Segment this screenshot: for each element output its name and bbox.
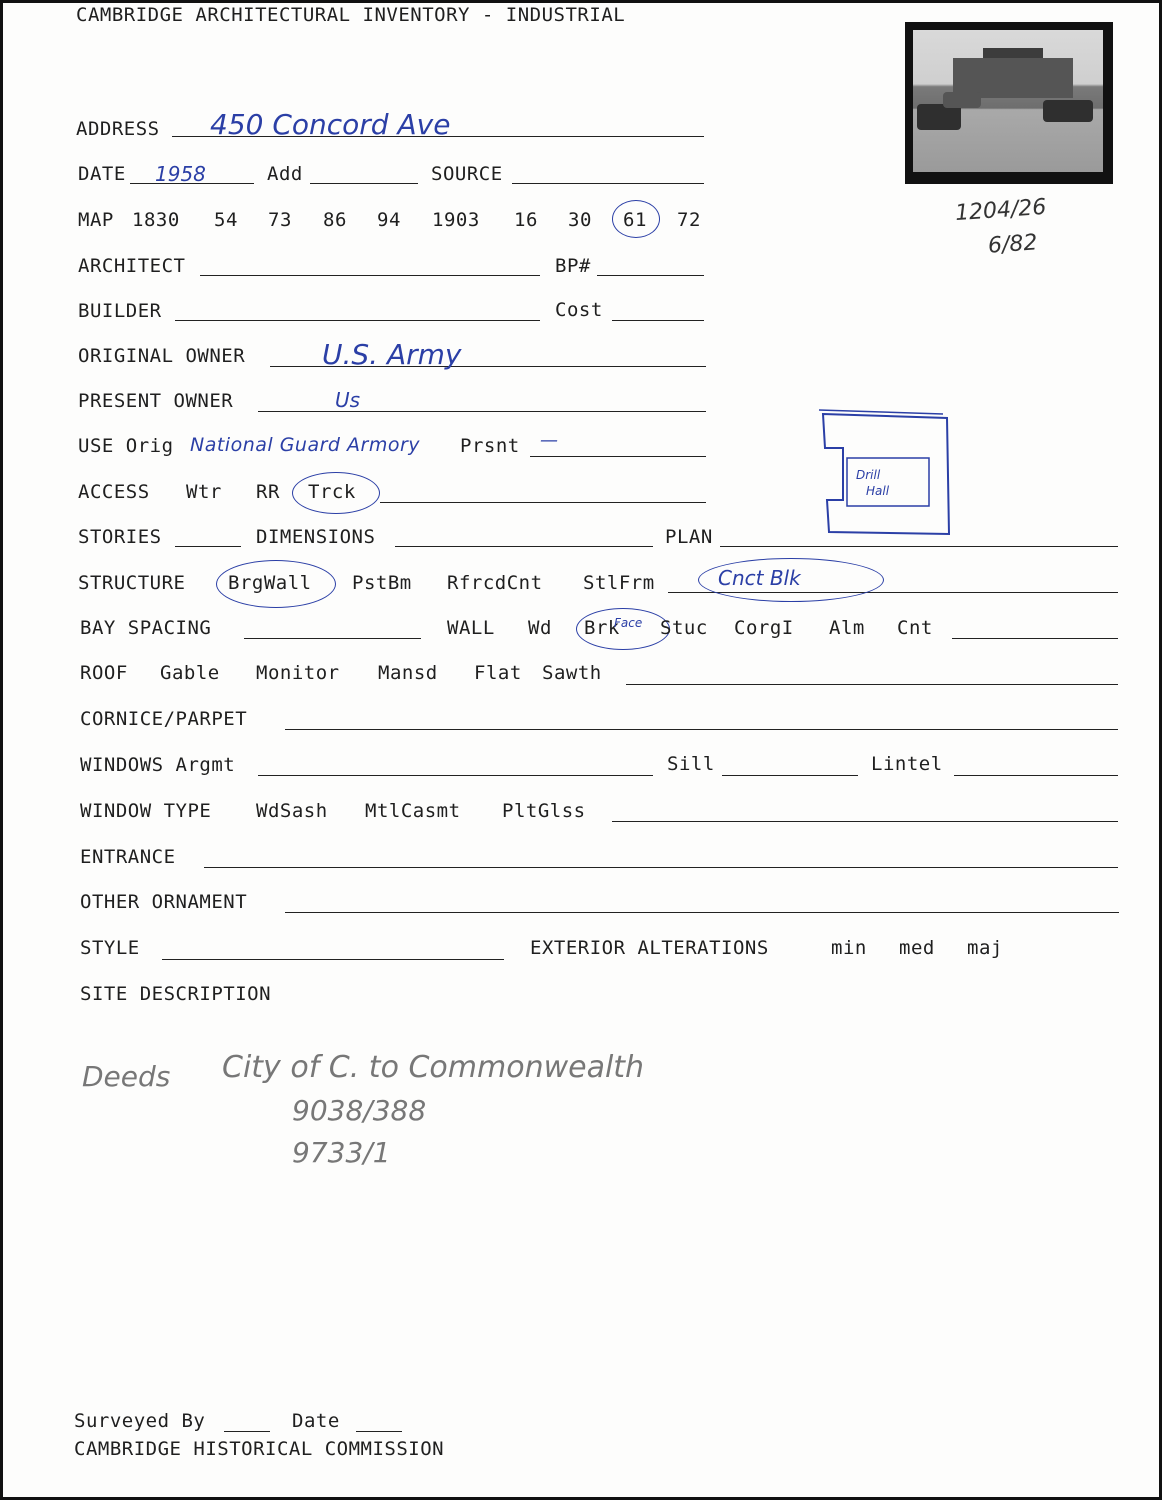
map-label: MAP <box>78 209 114 231</box>
map-year-54: 54 <box>214 209 238 231</box>
windows-label: WINDOWS Argmt <box>80 754 236 776</box>
structure-value: Cnct Blk <box>718 566 801 590</box>
use-present-value: — <box>540 430 558 451</box>
roof-line[interactable] <box>626 684 1118 685</box>
map-61-circle <box>612 200 660 238</box>
original-owner-label: ORIGINAL OWNER <box>78 345 246 367</box>
roof-mansd: Mansd <box>378 662 438 684</box>
map-year-86: 86 <box>323 209 347 231</box>
form-title: CAMBRIDGE ARCHITECTURAL INVENTORY - INDUSTRIAL <box>76 4 626 26</box>
entrance-line[interactable] <box>204 867 1118 868</box>
structure-label: STRUCTURE <box>78 572 186 594</box>
stories-label: STORIES <box>78 526 162 548</box>
cost-label: Cost <box>555 299 603 321</box>
deeds-line-3: 9733/1 <box>292 1136 391 1169</box>
original-owner-value: U.S. Army <box>322 338 462 371</box>
surveyed-by-label: Surveyed By <box>74 1410 206 1432</box>
bp-line[interactable] <box>597 275 704 276</box>
structure-rfrcdcnt: RfrcdCnt <box>447 572 543 594</box>
cost-line[interactable] <box>612 320 704 321</box>
access-wtr: Wtr <box>186 481 222 503</box>
lintel-label: Lintel <box>871 753 943 775</box>
wall-label: WALL <box>447 617 495 639</box>
wall-stuc: Stuc <box>660 617 708 639</box>
roof-sawth: Sawth <box>542 662 602 684</box>
dimensions-label: DIMENSIONS <box>256 526 376 548</box>
sill-label: Sill <box>667 753 715 775</box>
date-label: DATE <box>78 163 126 185</box>
window-type-pltglss: PltGlss <box>502 800 586 822</box>
wall-cnt: Cnt <box>897 617 933 639</box>
use-label: USE Orig <box>78 435 174 457</box>
window-type-label: WINDOW TYPE <box>80 800 212 822</box>
survey-date-line[interactable] <box>356 1431 402 1432</box>
window-type-wdsash: WdSash <box>256 800 328 822</box>
deeds-line-1: City of C. to Commonwealth <box>222 1050 645 1085</box>
map-year-61: 61 <box>623 209 647 231</box>
cornice-label: CORNICE/PARPET <box>80 708 248 730</box>
plan-sketch-label-2: Hall <box>866 484 890 498</box>
map-year-72: 72 <box>677 209 701 231</box>
surveyed-by-line[interactable] <box>224 1431 270 1432</box>
map-year-1830: 1830 <box>132 209 180 231</box>
window-type-mtlcasmt: MtlCasmt <box>365 800 461 822</box>
structure-brgwall-circle <box>216 560 336 608</box>
dimensions-line[interactable] <box>395 546 653 547</box>
window-type-line[interactable] <box>612 821 1118 822</box>
builder-line[interactable] <box>175 320 540 321</box>
map-year-16: 16 <box>514 209 538 231</box>
use-present-line[interactable] <box>530 456 706 457</box>
commission-name: CAMBRIDGE HISTORICAL COMMISSION <box>74 1438 445 1460</box>
map-year-73: 73 <box>268 209 292 231</box>
style-line[interactable] <box>162 959 504 960</box>
cornice-line[interactable] <box>285 729 1118 730</box>
access-trck: Trck <box>308 481 356 503</box>
stories-line[interactable] <box>175 546 241 547</box>
sill-line[interactable] <box>722 775 858 776</box>
wall-brk-circle <box>576 608 670 650</box>
access-rr: RR <box>256 481 280 503</box>
access-trck-circle <box>292 472 380 514</box>
wall-corgi: CorgI <box>734 617 794 639</box>
plan-line[interactable] <box>720 546 1118 547</box>
site-description-label: SITE DESCRIPTION <box>80 983 272 1005</box>
builder-label: BUILDER <box>78 300 162 322</box>
other-ornament-line[interactable] <box>285 912 1119 913</box>
bay-spacing-line[interactable] <box>244 638 421 639</box>
date-value: 1958 <box>155 162 206 186</box>
exterior-alterations-label: EXTERIOR ALTERATIONS <box>530 937 769 959</box>
use-orig-value: National Guard Armory <box>190 434 421 456</box>
marginal-note-2: 6/82 <box>987 230 1039 259</box>
windows-line[interactable] <box>258 775 653 776</box>
plan-label: PLAN <box>665 526 713 548</box>
survey-date-label: Date <box>292 1410 340 1432</box>
add-label: Add <box>267 163 303 185</box>
entrance-label: ENTRANCE <box>80 846 176 868</box>
use-present-label: Prsnt <box>460 435 520 457</box>
alterations-maj: maj <box>967 937 1003 959</box>
address-label: ADDRESS <box>76 118 160 140</box>
plan-sketch <box>815 408 955 538</box>
map-year-30: 30 <box>568 209 592 231</box>
alterations-min: min <box>831 937 867 959</box>
building-photo <box>905 22 1113 184</box>
source-line[interactable] <box>512 183 704 184</box>
structure-stlfrm: StlFrm <box>583 572 655 594</box>
map-year-94: 94 <box>377 209 401 231</box>
roof-monitor: Monitor <box>256 662 340 684</box>
present-owner-label: PRESENT OWNER <box>78 390 234 412</box>
structure-brgwall: BrgWall <box>228 572 312 594</box>
present-owner-line[interactable] <box>258 411 706 412</box>
structure-pstbm: PstBm <box>352 572 412 594</box>
marginal-note-1: 1204/26 <box>954 194 1048 227</box>
bay-spacing-label: BAY SPACING <box>80 617 212 639</box>
access-label: ACCESS <box>78 481 150 503</box>
wall-note: Face <box>614 616 643 630</box>
style-label: STYLE <box>80 937 140 959</box>
architect-label: ARCHITECT <box>78 255 186 277</box>
plan-sketch-label-1: Drill <box>856 468 881 482</box>
other-ornament-label: OTHER ORNAMENT <box>80 891 248 913</box>
roof-flat: Flat <box>474 662 522 684</box>
roof-label: ROOF <box>80 662 128 684</box>
wall-line[interactable] <box>952 638 1118 639</box>
wall-alm: Alm <box>829 617 865 639</box>
map-year-1903: 1903 <box>432 209 480 231</box>
architect-line[interactable] <box>200 275 540 276</box>
alterations-med: med <box>899 937 935 959</box>
wall-brk: Brk <box>584 617 620 639</box>
bp-label: BP# <box>555 255 591 277</box>
roof-gable: Gable <box>160 662 220 684</box>
address-value: 450 Concord Ave <box>210 108 451 141</box>
deeds-label: Deeds <box>82 1060 171 1093</box>
present-owner-value: Us <box>335 388 361 412</box>
deeds-line-2: 9038/388 <box>292 1094 427 1127</box>
source-label: SOURCE <box>431 163 503 185</box>
add-line[interactable] <box>310 183 418 184</box>
wall-wd: Wd <box>528 617 552 639</box>
lintel-line[interactable] <box>954 775 1118 776</box>
access-line[interactable] <box>380 502 706 503</box>
